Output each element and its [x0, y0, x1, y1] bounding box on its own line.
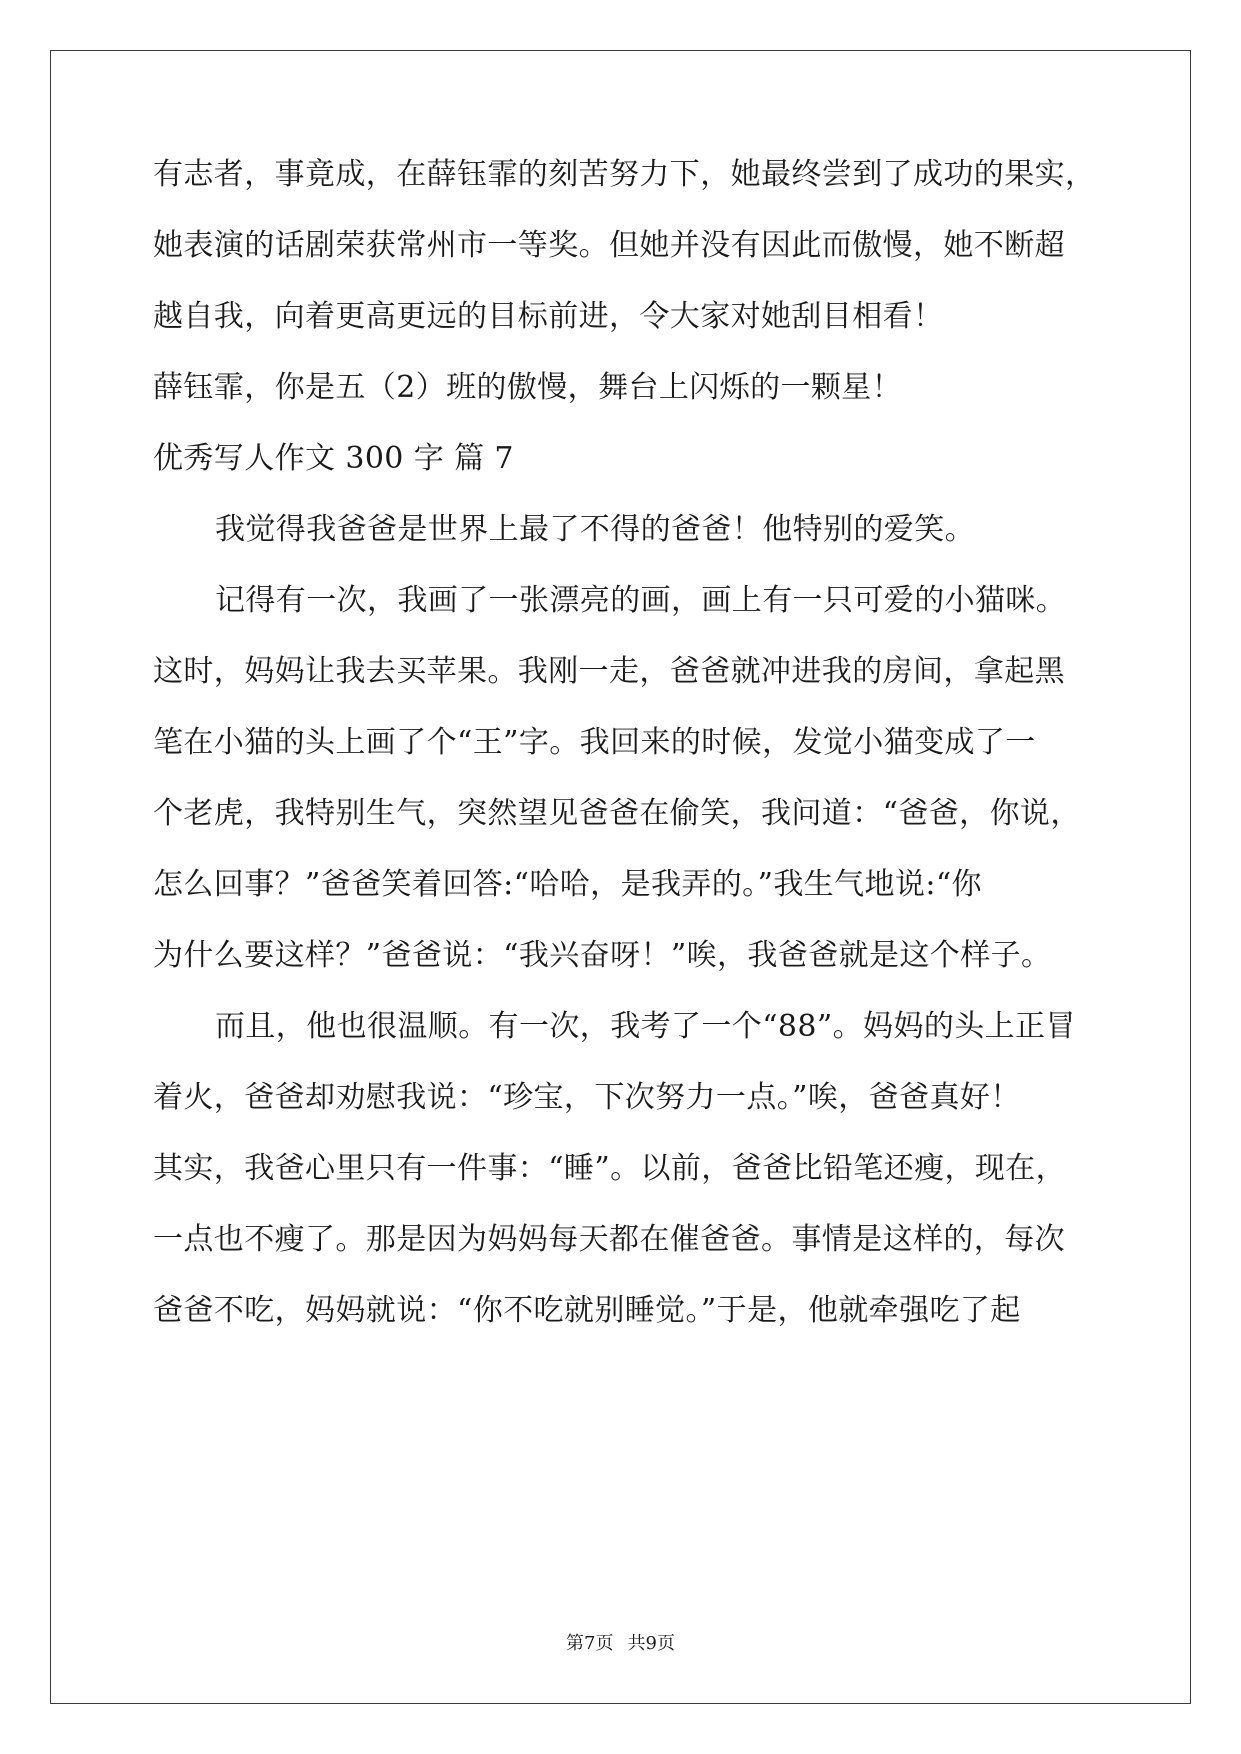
text-line: 这时，妈妈让我去买苹果。我刚一走，爸爸就冲进我的房间，拿起黑	[153, 654, 1065, 689]
text-line: 而且，他也很温顺。有一次，我考了一个“88”。妈妈的头上正冒	[215, 1009, 1076, 1044]
text-line: 她表演的话剧荣获常州市一等奖。但她并没有因此而傲慢，她不断超	[153, 228, 1065, 263]
text-line: 笔在小猫的头上画了个“王”字。我回来的时候，发觉小猫变成了一	[153, 725, 1036, 760]
text-line: 有志者，事竟成，在薛钰霏的刻苦努力下，她最终尝到了成功的果实，	[153, 157, 1096, 192]
text-line: 薛钰霏，你是五（2）班的傲慢，舞台上闪烁的一颗星！	[153, 370, 903, 405]
text-line: 我觉得我爸爸是世界上最了不得的爸爸！他特别的爱笑。	[215, 512, 975, 547]
text-line: 为什么要这样？”爸爸说：“我兴奋呀！”唉，我爸爸就是这个样子。	[153, 938, 1052, 973]
page-number: 第7页	[566, 1633, 614, 1654]
text-line: 一点也不瘦了。那是因为妈妈每天都在催爸爸。事情是这样的，每次	[153, 1222, 1065, 1257]
text-line: 越自我，向着更高更远的目标前进，令大家对她刮目相看！	[153, 299, 944, 334]
section-heading: 优秀写人作文 300 字 篇 7	[153, 441, 514, 476]
page-footer	[0, 1632, 1241, 1656]
text-line: 怎么回事？”爸爸笑着回答:“哈哈，是我弄的。”我生气地说:“你	[153, 867, 982, 902]
text-line: 着火，爸爸却劝慰我说：“珍宝，下次努力一点。”唉，爸爸真好！	[153, 1080, 1021, 1115]
total-pages: 共9页	[627, 1633, 675, 1654]
text-line: 其实，我爸心里只有一件事：“睡”。以前，爸爸比铅笔还瘦，现在，	[153, 1151, 1067, 1186]
text-line: 个老虎，我特别生气，突然望见爸爸在偷笑，我问道：“爸爸，你说，	[153, 796, 1081, 831]
text-line: 爸爸不吃，妈妈就说：“你不吃就别睡觉。”于是，他就牵强吃了起	[153, 1293, 1021, 1328]
text-line: 记得有一次，我画了一张漂亮的画，画上有一只可爱的小猫咪。	[215, 583, 1067, 618]
